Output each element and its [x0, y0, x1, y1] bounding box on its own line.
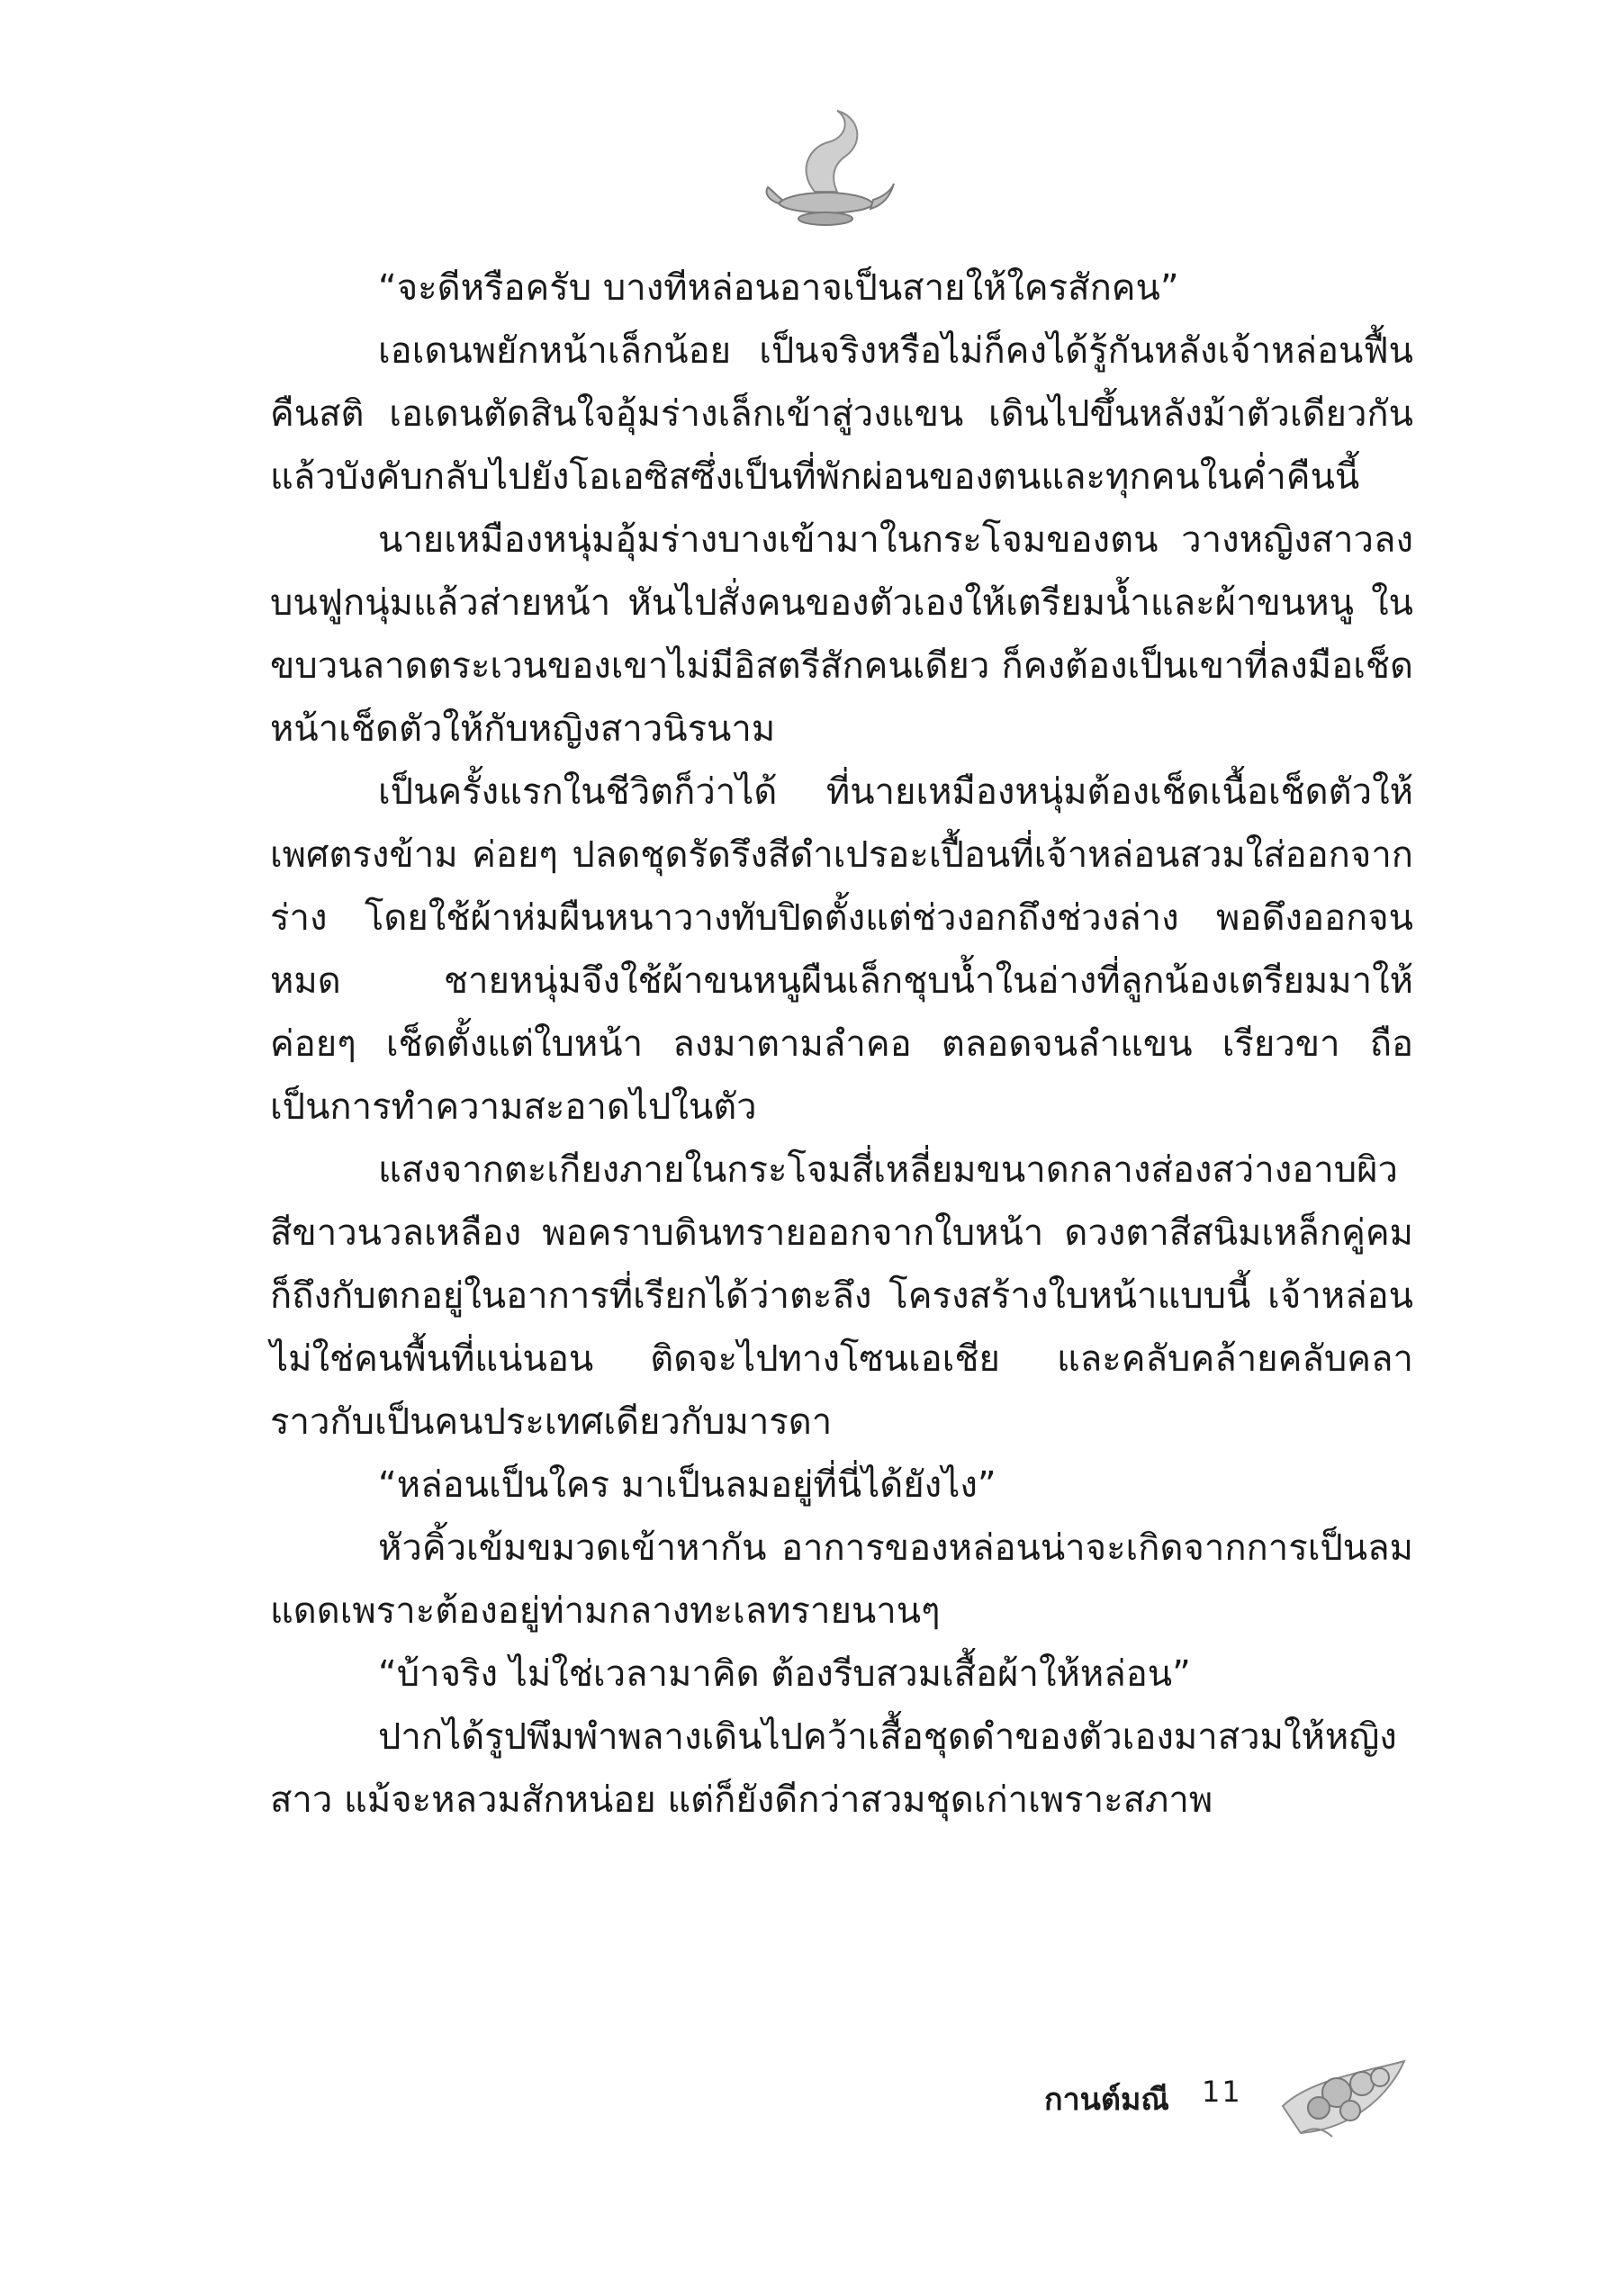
- flower-bouquet-icon: [1274, 2043, 1409, 2142]
- body-text: [270, 257, 1413, 1832]
- paragraph: แสงจากตะเกียงภายในกระโจมสี่เหลี่ยมขนาดกลางส่องสว่างอาบผิวสีขาวนวลเหลือง พอคราบดินทรายออกจากใบหน้า ดวงตาสีสนิมเหล็กคู่คมก็ถึงกับตกอยู่ในอาการที่เรียกได้ว่าตะลึง โครงสร้างใบหน้าแบบนี้ เจ้าหล่อนไม่ใช่คนพื้นที่แน่นอน ติดจะไปทางโซนเอเชีย และคลับคล้ายคลับคลาราวกับเป็นคนประเทศเดียวกับมารดา: [270, 1149, 1413, 1443]
- paragraph: “จะดีหรือครับ บางทีหล่อนอาจเป็นสายให้ใครสักคน”: [378, 267, 1179, 309]
- paragraph: หัวคิ้วเข้มขมวดเข้าหากัน อาการของหล่อนน่าจะเกิดจากการเป็นลมแดดเพราะต้องอยู่ท่ามกลางทะเลทรายนานๆ: [270, 1527, 1413, 1632]
- paragraph: เป็นครั้งแรกในชีวิตก็ว่าได้ ที่นายเหมืองหนุ่มต้องเช็ดเนื้อเช็ดตัวให้เพศตรงข้าม ค่อยๆ ปลดชุดรัดรึงสีดำเปรอะเปื้อนที่เจ้าหล่อนสวมใส่ออกจากร่าง โดยใช้ผ้าห่มผืนหนาวางทับปิดตั้งแต่ช่วงอกถึงช่วงล่าง พอดึงออกจนหมด ชายหนุ่มจึงใช้ผ้าขนหนูผืนเล็กชุบน้ำในอ่างที่ลูกน้องเตรียมมาให้ ค่อยๆ เช็ดตั้งแต่ใบหน้า ลงมาตามลำคอ ตลอดจนลำแขน เรียวขา ถือเป็นการทำความสะอาดไปในตัว: [270, 771, 1413, 1128]
- paragraph: “บ้าจริง ไม่ใช่เวลามาคิด ต้องรีบสวมเสื้อผ้าให้หล่อน”: [378, 1653, 1191, 1695]
- paragraph: ปากได้รูปพึมพำพลางเดินไปคว้าเสื้อชุดดำของตัวเองมาสวมให้หญิงสาว แม้จะหลวมสักหน่อย แต่ก็ยังดีกว่าสวมชุดเก่าเพราะสภาพ: [270, 1716, 1397, 1821]
- paragraph: นายเหมืองหนุ่มอุ้มร่างบางเข้ามาในกระโจมของตน วางหญิงสาวลงบนฟูกนุ่มแล้วส่ายหน้า หันไปสั่งคนของตัวเองให้เตรียมน้ำและผ้าขนหนู ในขบวนลาดตระเวนของเขาไม่มีอิสตรีสักคนเดียว ก็คงต้องเป็นเขาที่ลงมือเช็ดหน้าเช็ดตัวให้กับหญิงสาวนิรนาม: [270, 519, 1413, 750]
- footer-book-title: กานต์มณี: [1044, 2082, 1169, 2118]
- paragraph: “หล่อนเป็นใคร มาเป็นลมอยู่ที่นี่ได้ยังไง”: [378, 1464, 996, 1506]
- page-number: 11: [1202, 2075, 1242, 2109]
- genie-lamp-icon: [761, 106, 896, 232]
- paragraph: เอเดนพยักหน้าเล็กน้อย เป็นจริงหรือไม่ก็คงได้รู้กันหลังเจ้าหล่อนฟื้นคืนสติ เอเดนตัดสินใจอุ้มร่างเล็กเข้าสู่วงแขน เดินไปขึ้นหลังม้าตัวเดียวกันแล้วบังคับกลับไปยังโอเอซิสซึ่งเป็นที่พักผ่อนของตนและทุกคนในค่ำคืนนี้: [270, 330, 1413, 498]
